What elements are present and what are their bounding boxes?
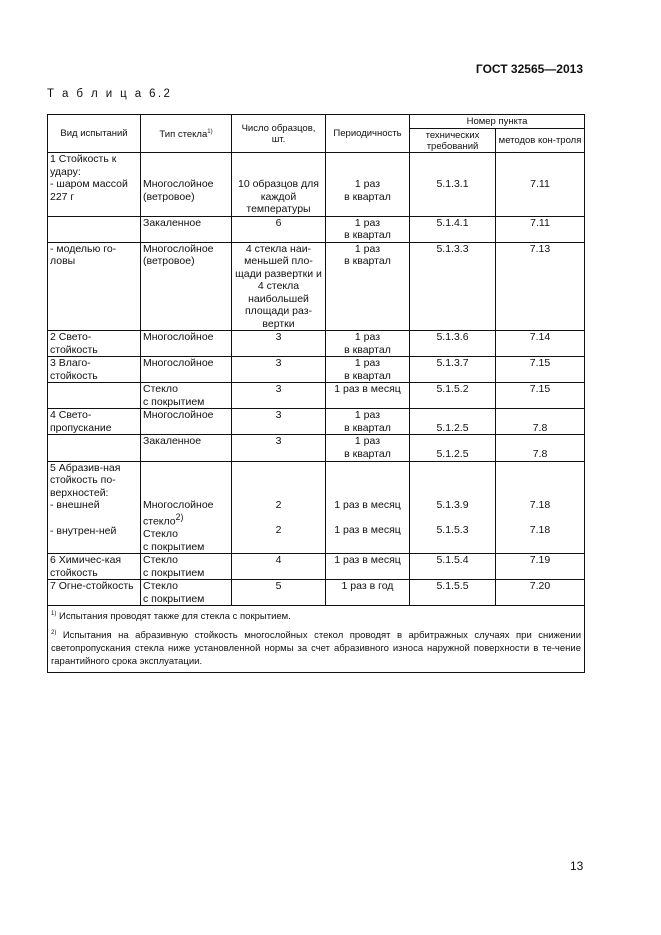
cell-method: 7.19 (496, 554, 585, 580)
cell-samples: 6 (232, 216, 326, 242)
tech-inner: 5.1.5.3 (436, 524, 469, 536)
footnote-mark: 1) (51, 611, 57, 617)
cell-test: - моделью го-ловы (48, 242, 141, 331)
cell-tech: 5.1.4.1 (410, 216, 496, 242)
cell-period: 1 раз в месяц (326, 554, 410, 580)
cell-test (48, 461, 141, 554)
cell-period: 1 раз в квартал (326, 409, 410, 435)
test-sub-inner: - внутрен-ней (50, 524, 117, 537)
document-header: ГОСТ 32565—2013 (475, 62, 583, 76)
cell-period: 1 раз в год (326, 580, 410, 606)
footnote-mark: 2) (51, 630, 57, 637)
cell-method: 7.15 (496, 383, 585, 409)
cell-tech (410, 461, 496, 554)
cell-test: 7 Огне-стойкость (48, 580, 141, 606)
col-glass-type: Тип стекла$^{1)}$ (141, 115, 232, 153)
cell-method: 7.11 (496, 153, 585, 217)
table-caption: Т а б л и ц а 6.2 (47, 88, 173, 100)
cell-method: 7.13 (496, 242, 585, 331)
cell-glass: Многослойное (ветровое) (141, 153, 232, 217)
cell-glass: Многослойное (141, 409, 232, 435)
cell-tech: 5.1.2.5 (410, 409, 496, 435)
footnote-row (48, 625, 585, 673)
cell-samples: 3 (232, 435, 326, 462)
cell-method: 7.20 (496, 580, 585, 606)
table-row (48, 435, 585, 462)
cell-samples: 4 стекла наи-меньшей пло-щади развертки и 4 стекла наибольшей площади раз-вертки (232, 242, 326, 331)
cell-period: 1 раз в квартал (326, 153, 410, 217)
cell-test (48, 383, 141, 409)
cell-method: 7.14 (496, 331, 585, 357)
col-test-methods: методов кон-троля (496, 129, 585, 153)
cell-samples: 3 (232, 409, 326, 435)
cell-method (496, 461, 585, 554)
cell-glass: Закаленное (141, 435, 232, 462)
footnote-row (48, 606, 585, 626)
cell-tech: 5.1.5.4 (410, 554, 496, 580)
table-row (48, 331, 585, 357)
cell-glass: Закаленное (141, 216, 232, 242)
method-outer: 7.18 (529, 498, 551, 511)
table-row (48, 242, 585, 331)
cell-period: 1 раз в квартал (326, 331, 410, 357)
table-row (48, 409, 585, 435)
cell-samples: 5 (232, 580, 326, 606)
cell-tech: 5.1.3.1 (410, 153, 496, 217)
test-heading: 5 Абразив-ная стойкость по-верхностей: (50, 461, 121, 499)
cell-glass: Стекло с покрытием (141, 554, 232, 580)
cell-method: 7.15 (496, 357, 585, 383)
cell-test (48, 435, 141, 462)
cell-test: 2 Свето-стойкость (48, 331, 141, 357)
cell-test: 1 Стойкость к удару: - шаром массой 227 г (48, 153, 141, 217)
test-sub-outer: - внешней (50, 499, 100, 511)
cell-samples: 3 (232, 357, 326, 383)
cell-period: 1 раз в месяц (326, 383, 410, 409)
table-row (48, 357, 585, 383)
col-period: Периодичность (326, 115, 410, 153)
cell-method: 7.11 (496, 216, 585, 242)
footnote-1 (48, 606, 585, 626)
cell-test: 6 Химичес-кая стойкость (48, 554, 141, 580)
cell-samples: 10 образцов для каждой температуры (232, 153, 326, 217)
cell-method: 7.8 (496, 435, 585, 462)
cell-tech: 5.1.3.7 (410, 357, 496, 383)
cell-glass (141, 461, 232, 554)
cell-period: 1 раз в квартал (326, 435, 410, 462)
cell-samples: 3 (232, 383, 326, 409)
cell-tech: 5.1.5.5 (410, 580, 496, 606)
cell-tech: 5.1.3.3 (410, 242, 496, 331)
cell-test (48, 216, 141, 242)
cell-method: 7.8 (496, 409, 585, 435)
cell-tech: 5.1.2.5 (410, 435, 496, 462)
col-samples: Число образцов, шт. (232, 115, 326, 153)
cell-glass: Стекло с покрытием (141, 580, 232, 606)
cell-glass: Многослойное (ветровое) (141, 242, 232, 331)
cell-glass: Стекло с покрытием (141, 383, 232, 409)
cell-samples (232, 461, 326, 554)
col-clause-group: Номер пункта (410, 115, 585, 129)
footnote-ref: 2) (175, 512, 184, 522)
cell-period: 1 раз в квартал (326, 216, 410, 242)
glass-coated: Стекло с покрытием (143, 528, 205, 553)
footnote-ref: 1) (207, 128, 213, 135)
table-row (48, 216, 585, 242)
table-row (48, 153, 585, 217)
col-tech-req: технических требований (410, 129, 496, 153)
cell-test: 3 Влаго-стойкость (48, 357, 141, 383)
table-row (48, 383, 585, 409)
footnote-2 (48, 625, 585, 673)
cell-test: 4 Свето-пропускание (48, 409, 141, 435)
cell-glass: Многослойное (141, 357, 232, 383)
cell-tech: 5.1.5.2 (410, 383, 496, 409)
test-table (47, 114, 585, 673)
method-inner: 7.18 (529, 524, 551, 536)
cell-period (326, 461, 410, 554)
cell-tech: 5.1.3.6 (410, 331, 496, 357)
glass-laminated: Многослойное стекло (143, 498, 214, 528)
page-number: 13 (570, 859, 584, 873)
footnote-text: Испытания проводят также для стекла с покрытием. (58, 611, 291, 623)
table-row (48, 554, 585, 580)
samples-outer: 2 (275, 498, 282, 511)
period-outer: 1 раз в месяц (334, 498, 401, 511)
cell-samples: 3 (232, 331, 326, 357)
samples-inner: 2 (275, 524, 282, 536)
period-inner: 1 раз в месяц (334, 524, 401, 536)
cell-glass: Многослойное (141, 331, 232, 357)
col-test-type: Вид испытаний (48, 115, 141, 153)
footnote-text: Испытания на абразивную стойкость многослойных стекол проводят в арбитражных случаях при снижении светопропускания стекла ниже установленной нормы за счет абразивного износа наружной поверхности в те-чение гарантийного срока эксплуатации. (51, 630, 582, 668)
cell-period: 1 раз в квартал (326, 357, 410, 383)
cell-period: 1 раз в квартал (326, 242, 410, 331)
table-row (48, 580, 585, 606)
table-header (48, 115, 585, 153)
table-row (48, 461, 585, 554)
tech-outer: 5.1.3.9 (436, 498, 469, 511)
cell-samples: 4 (232, 554, 326, 580)
